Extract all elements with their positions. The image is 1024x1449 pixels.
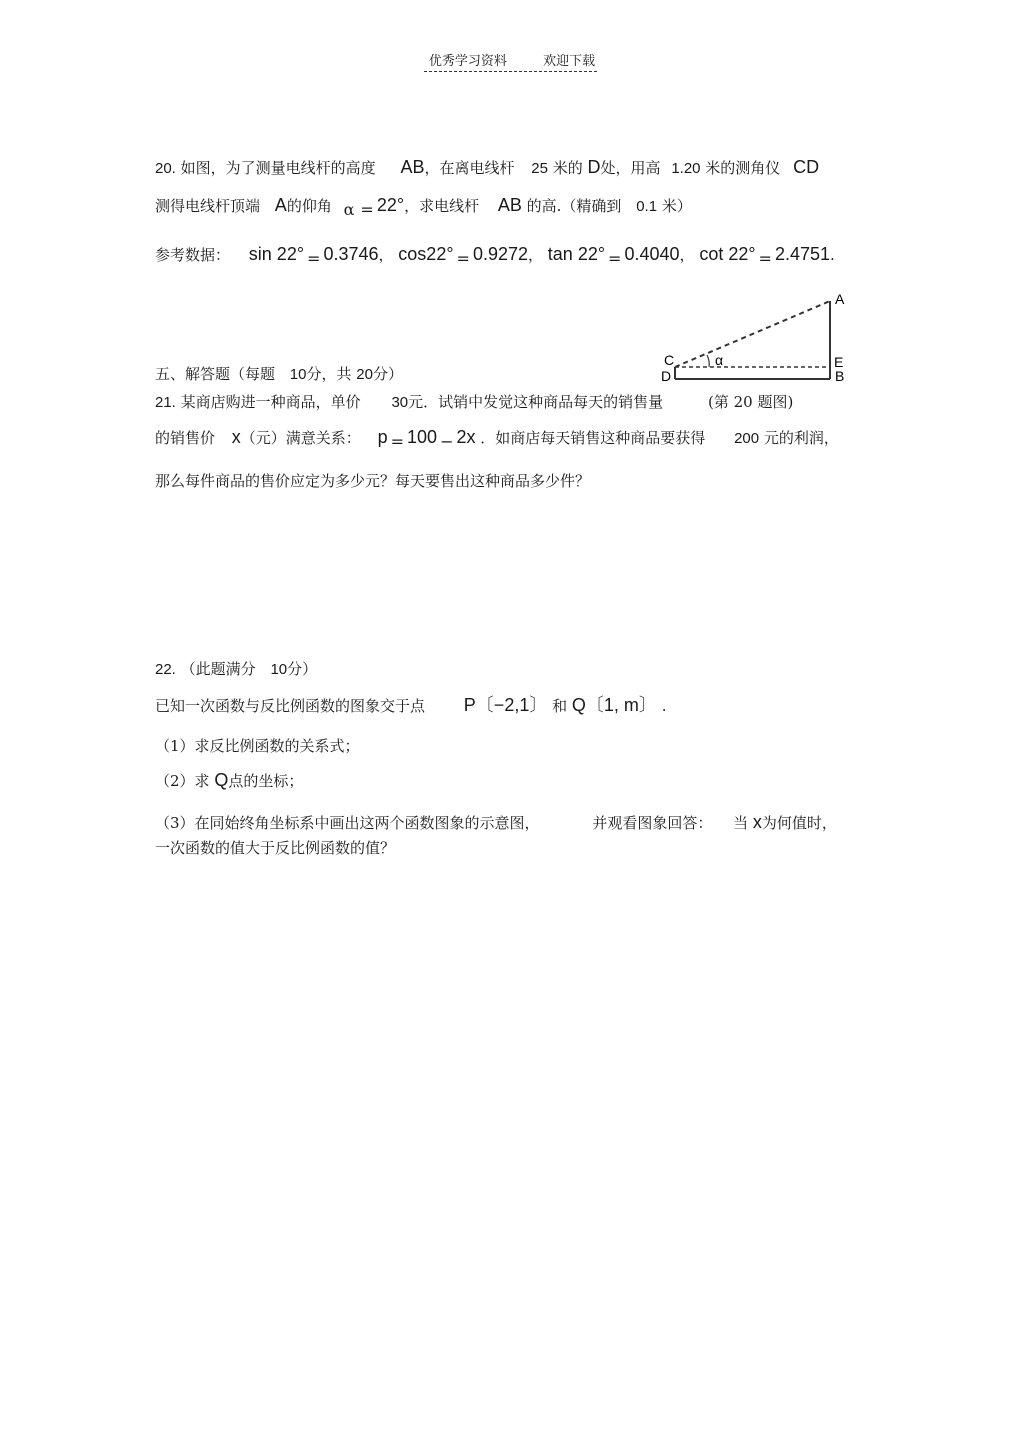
q22-text: 和 <box>552 697 568 715</box>
label-b: B <box>835 368 845 384</box>
q20-equals: = <box>360 200 374 219</box>
sin-label: sin 22° <box>248 244 305 264</box>
q22-point-q: Q〔1, m〕 <box>571 695 657 715</box>
section-5-score: 10 <box>289 366 307 383</box>
q22-point-p: P〔−2,1〕 <box>463 695 548 715</box>
q21-p: p <box>377 427 388 447</box>
q22-text: 并观看图象回答： <box>592 814 713 832</box>
equals-sign: = <box>307 249 321 268</box>
q21-text: ．如商店每天销售这种商品要获得 <box>480 429 706 447</box>
q20-text: 测得电线杆顶端 <box>155 197 261 215</box>
q20-ab: AB <box>497 195 522 215</box>
q21-number: 21. <box>155 394 176 411</box>
q21-x: x <box>231 427 241 447</box>
q22-text: 为何值时， <box>761 814 837 832</box>
q21-line-2 <box>155 427 839 451</box>
q20-text: 的仰角 <box>286 197 332 215</box>
label-c: C <box>664 352 675 368</box>
q22-x: x <box>752 812 762 832</box>
sight-line <box>675 301 830 367</box>
page-header <box>0 50 1024 69</box>
q20-text: ，在离电线杆 <box>424 159 515 177</box>
q22-text: 已知一次函数与反比例函数的图象交于点 <box>155 697 426 715</box>
tan-label: tan 22° <box>547 244 606 264</box>
q21-minus: − <box>440 432 454 451</box>
q21-constant: 100 <box>407 427 438 447</box>
q22-sub-2 <box>155 770 303 791</box>
q21-equals: = <box>390 432 405 451</box>
q21-text: 的销售价 <box>155 429 216 447</box>
period: . <box>830 246 835 264</box>
q20-number: 20. <box>155 160 176 177</box>
q22-number: 22. <box>155 661 176 678</box>
q20-text: ，求电线杆 <box>404 197 480 215</box>
q20-figure <box>655 285 865 400</box>
label-d: D <box>661 368 672 384</box>
equals-sign: = <box>758 249 772 268</box>
q22-sub-3 <box>155 812 837 833</box>
comma: ， <box>679 246 695 264</box>
q20-reference-data <box>155 244 835 268</box>
header-dashed-rule <box>424 71 597 72</box>
comma: ， <box>378 246 394 264</box>
q20-cd: CD <box>793 157 820 177</box>
section-5-text: 五、解答题（每题 <box>155 365 276 383</box>
equals-sign: = <box>456 249 470 268</box>
cot-label: cot 22° <box>699 244 756 264</box>
q22-score: 10 <box>270 661 288 678</box>
section-5-title <box>155 363 403 384</box>
q22-text: 分） <box>287 660 318 678</box>
q22-q: Q <box>214 770 229 790</box>
equals-sign: = <box>608 249 622 268</box>
label-e: E <box>834 354 844 370</box>
q22-sub-1: （1）求反比例函数的关系式； <box>155 737 360 755</box>
q21-profit: 200 <box>734 430 760 447</box>
q22-text: . <box>661 697 667 715</box>
q22-text: 当 <box>733 814 749 832</box>
q22-sub-3-continued: 一次函数的值大于反比例函数的值？ <box>155 839 396 857</box>
q21-text: 元．试销中发觉这种商品每天的销售量 <box>408 393 664 411</box>
q22-text: （2）求 <box>155 772 210 790</box>
q21-term: 2x <box>456 427 476 447</box>
cos-label: cos22° <box>398 244 454 264</box>
q20-alpha: α <box>343 200 355 219</box>
q21-line-3: 那么每件商品的售价应定为多少元？每天要售出这种商品多少件？ <box>155 472 591 490</box>
q21-line-1 <box>155 391 663 412</box>
q22-text: （3）在同始终角坐标系中画出这两个函数图象的示意图， <box>155 814 540 832</box>
q20-reference-label: 参考数据： <box>155 246 231 264</box>
sin-value: 0.3746 <box>323 244 379 264</box>
q21-text: （元）满意关系： <box>240 429 361 447</box>
q20-height: 1.20 <box>671 160 701 177</box>
q21-price: 30 <box>391 394 409 411</box>
q20-text: 如图，为了测量电线杆的高度 <box>180 159 376 177</box>
q20-angle: 22° <box>376 195 405 215</box>
header-left-text: 优秀学习资料 <box>428 54 507 69</box>
header-right-text: 欢迎下载 <box>543 54 596 69</box>
q20-a: A <box>274 195 287 215</box>
section-5-text: 分） <box>372 365 403 383</box>
q20-precision: 0.1 <box>636 198 658 215</box>
q20-line-2 <box>155 195 692 219</box>
q20-line-1 <box>155 157 819 178</box>
cos-value: 0.9272 <box>472 244 528 264</box>
figure-caption: (第 20 题图) <box>708 393 794 411</box>
q20-text: 处，用高 <box>600 159 661 177</box>
cot-value: 2.4751 <box>774 244 831 264</box>
q22-title <box>155 658 317 679</box>
section-5-total: 20 <box>356 366 373 383</box>
label-a: A <box>835 291 845 307</box>
q20-text: 米的测角仪 <box>705 159 781 177</box>
q22-text: 点的坐标； <box>228 772 304 790</box>
q20-distance: 25 <box>531 160 548 177</box>
q20-ab: AB <box>400 157 425 177</box>
q22-text: （此题满分 <box>180 660 256 678</box>
q21-text: 某商店购进一种商品，单价 <box>180 393 361 411</box>
q20-text: 米） <box>661 197 692 215</box>
label-alpha: α <box>715 352 724 368</box>
q20-text: 米的 <box>552 159 583 177</box>
comma: ， <box>528 246 544 264</box>
q22-stem <box>155 691 667 717</box>
q20-text: 的高.（精确到 <box>526 197 622 215</box>
section-5-text: 分，共 <box>306 365 352 383</box>
q20-d: D <box>587 157 601 177</box>
angle-arc <box>707 355 709 367</box>
q21-text: 元的利润， <box>763 429 839 447</box>
tan-value: 0.4040 <box>624 244 680 264</box>
